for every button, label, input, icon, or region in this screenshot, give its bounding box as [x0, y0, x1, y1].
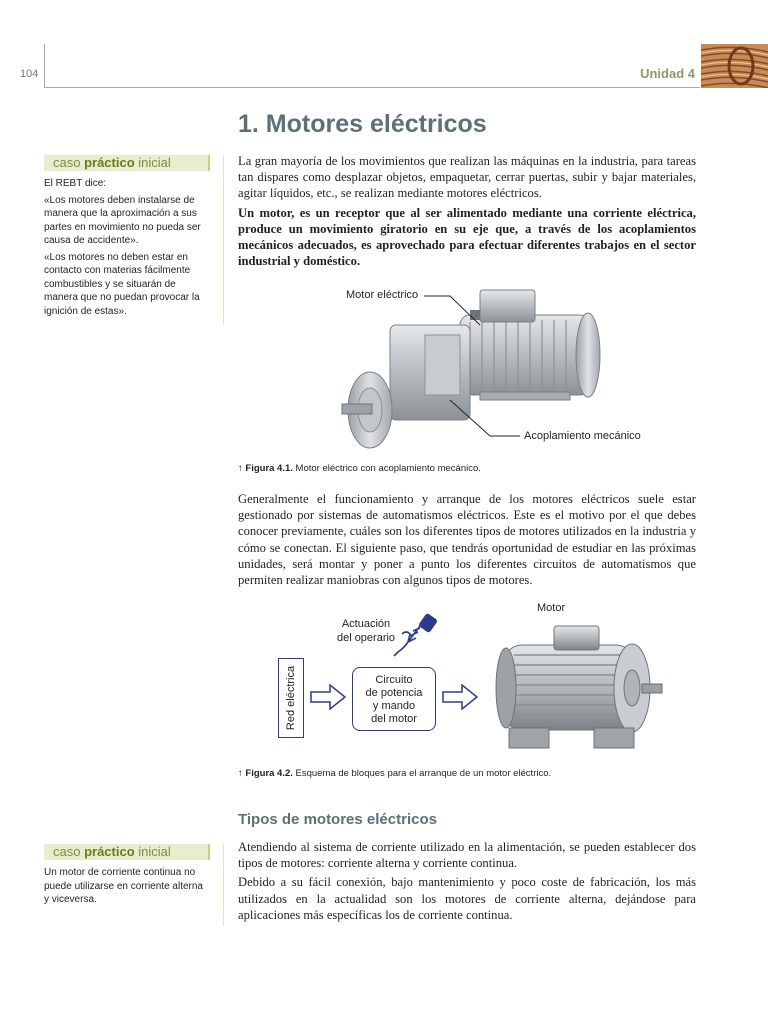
control-circuit-block: Circuito de potencia y mando del motor — [352, 667, 436, 731]
page-number: 104 — [20, 68, 39, 80]
body-paragraph — [238, 491, 696, 591]
caso-practico-box-1 — [44, 155, 210, 321]
sidebar-paragraph: «Los motores deben instalarse de manera que la aproximación a sus partes en movimiento no pueda ser causa de accidente». — [44, 194, 201, 246]
right-arrow-icon — [442, 684, 478, 710]
coupling-label: Acoplamiento mecánico — [524, 430, 641, 442]
motor-definition: Un motor, es un receptor que al ser alimentado mediante una corriente eléctrica, produce un movimiento giratorio en su eje que, a través de los acoplamientos mecánicos adecuados, es aprovechado para efectuar diferentes trabajos en el sector industrial y doméstico. — [238, 205, 696, 269]
figure-caption — [238, 768, 551, 779]
sidebar-paragraph: «Los motores no deben estar en contacto con materias fácilmente combustibles y se situarán de manera que no puedan provocar la ignición de estas». — [44, 251, 200, 317]
caso-practico-text — [44, 177, 210, 318]
figure-4-1 — [330, 280, 700, 460]
up-arrow-icon: ↑ — [238, 768, 243, 779]
motor-label: Motor eléctrico — [346, 289, 419, 301]
caption-text: Esquema de bloques para el arranque de un motor eléctrico. — [292, 768, 552, 779]
types-paragraph: Atendiendo al sistema de corriente utilizado en la alimentación, se pueden establecer dos tipos de motores: corriente alterna y corriente continua. — [238, 840, 696, 871]
motor-types-text — [238, 839, 696, 926]
sidebar-rule — [223, 844, 224, 926]
intro-text — [238, 153, 696, 272]
subsection-title: Tipos de motores eléctricos — [238, 811, 437, 828]
figure-caption — [238, 463, 481, 474]
automation-paragraph: Generalmente el funcionamiento y arranque de los motores eléctricos suele estar gestionado por sistemas de automatismos eléctricos. Este es el motivo por el que debes conocer previamente, cuáles son los diferentes tipos de motores utilizados en la industria y cómo se conectan. El siguiente paso, que tendrás oportunidad de estudiar en las próximas unidades, será montar y poner a punto los diferentes circuitos de automatismos que permiten realizar maniobras con algunos tipos de motores. — [238, 492, 696, 588]
intro-paragraph: La gran mayoría de los movimientos que realizan las máquinas en la industria, para tareas tan dispares como desplazar objetos, empaquetar, cerrar puertas, subir y bajar materiales, agitar líquidos, etc., se realizan mediante motores eléctricos. — [238, 154, 696, 201]
header-copper-coil-image — [701, 44, 768, 88]
section-title: 1. Motores eléctricos — [238, 110, 487, 138]
caption-text: Motor eléctrico con acoplamiento mecánico. — [292, 463, 481, 474]
up-arrow-icon: ↑ — [238, 463, 243, 474]
power-grid-label: Red eléctrica — [285, 665, 297, 731]
header-rule — [44, 87, 700, 88]
sidebar-paragraph: El REBT dice: — [44, 178, 107, 189]
power-grid-block — [278, 658, 304, 738]
figure-number: Figura 4.1. — [245, 463, 293, 474]
industrial-motor-image — [484, 620, 664, 760]
motor-label: Motor — [537, 602, 566, 614]
operator-label: Actuación del operario — [336, 618, 396, 644]
unit-label: Unidad 4 — [640, 66, 695, 81]
types-paragraph: Debido a su fácil conexión, bajo mantenimiento y poco coste de fabricación, los más utilizados en la actualidad son los motores de corriente alterna, dejándose para aplicaciones más específicas los de corriente continua. — [238, 875, 696, 922]
caso-practico-box-2 — [44, 844, 210, 910]
caso-practico-label: caso práctico inicial — [44, 155, 210, 171]
right-arrow-icon — [310, 684, 346, 710]
geared-motor-image — [330, 280, 700, 460]
caso-practico-label: caso práctico inicial — [44, 844, 210, 860]
figure-number: Figura 4.2. — [245, 768, 293, 779]
sidebar-paragraph: Un motor de corriente continua no puede utilizarse en corriente alterna y viceversa. — [44, 867, 203, 905]
sidebar-rule — [223, 155, 224, 325]
caso-practico-text — [44, 866, 210, 907]
header-divider — [44, 44, 45, 88]
pointing-hand-icon — [390, 612, 440, 662]
